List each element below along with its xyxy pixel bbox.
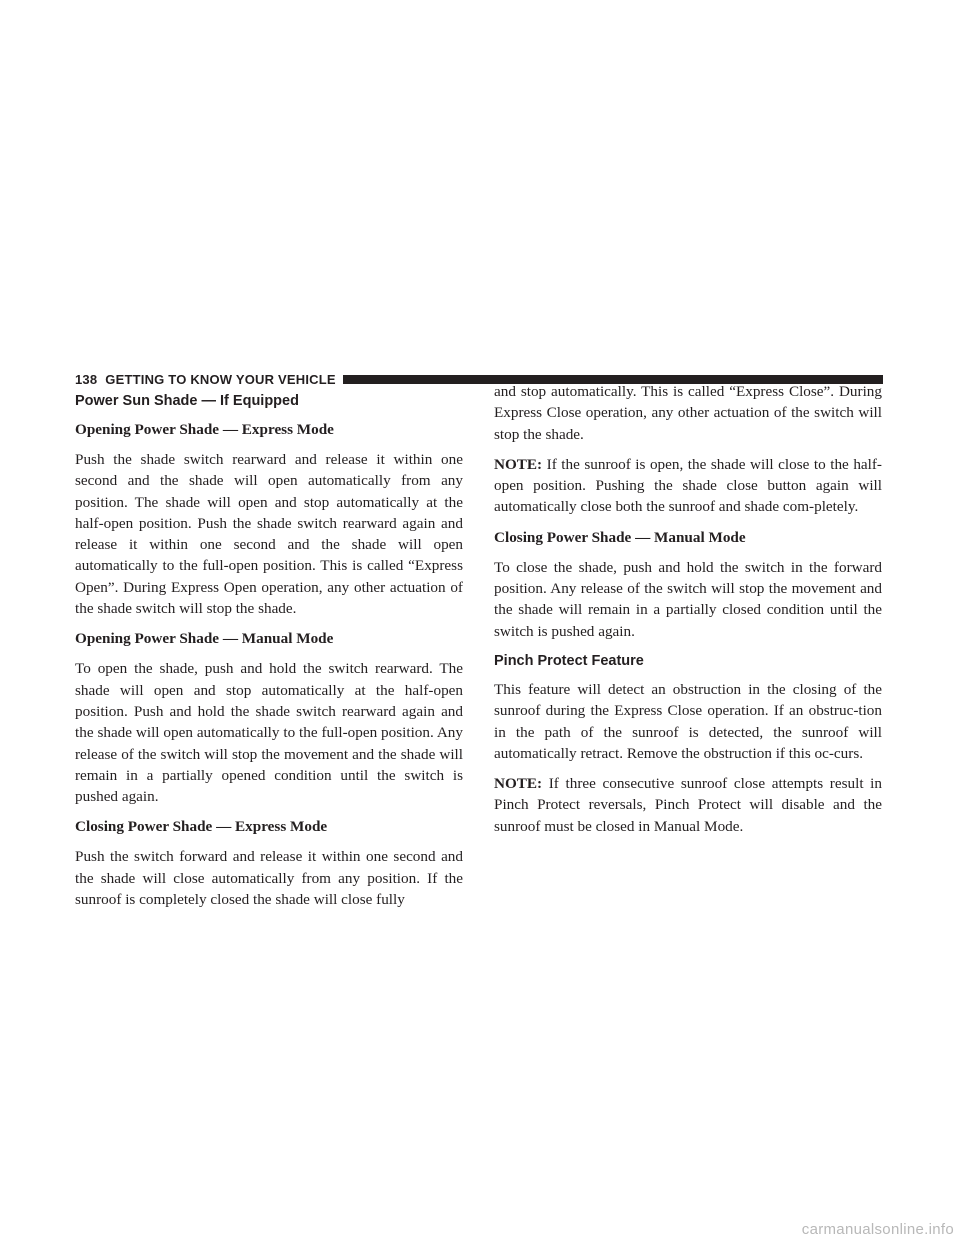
note-paragraph-2 <box>494 773 882 837</box>
left-column <box>75 391 463 919</box>
subheading-manual-close: Closing Power Shade — Manual Mode <box>494 528 746 546</box>
paragraph-manual-open: To open the shade, push and hold the switch rearward. The shade will open and stop automatically at the half-open position. Push and hold the shade switch rearward again and the shade will open automatically to the full-open position. Any release of the switch will stop the movement and the shade will remain in a partially opened condition until the switch is pushed again. <box>75 660 463 806</box>
note-label: NOTE: <box>494 775 543 793</box>
paragraph-manual-close: To close the shade, push and hold the switch in the forward position. Any release of the switch will stop the movement and the shade will remain in a partially closed condition until the switch is pushed again. <box>494 558 882 640</box>
subheading-manual-open: Opening Power Shade — Manual Mode <box>75 630 334 648</box>
paragraph-express-open: Push the shade switch rearward and release it within one second and the shade will open automatically from any position. The shade will open and stop automatically at the half-open position. Push the shade switch rearward again and release it within one second and the shade will open automatically to the full-open position. This is called “Express Open”. During Express Open operation, any other actuation of the shade switch will stop the shade. <box>75 451 463 618</box>
note-label: NOTE: <box>494 455 543 473</box>
subheading-express-open: Opening Power Shade — Express Mode <box>75 421 334 438</box>
right-column <box>494 381 882 846</box>
note-paragraph-1 <box>494 454 882 518</box>
watermark: carmanualsonline.info <box>801 1221 954 1238</box>
section-heading-power-sun-shade: Power Sun Shade — If Equipped <box>75 393 299 409</box>
paragraph-pinch-protect: This feature will detect an obstruction in the closing of the sunroof during the Express Close operation. If an obstruc-tion in the path of the sunroof is detected, the sunroof will automatically retract. Remove the obstruction if this oc-curs. <box>494 680 882 762</box>
page-number: 138 <box>75 371 98 387</box>
section-title: GETTING TO KNOW YOUR VEHICLE <box>105 371 336 387</box>
section-heading-pinch-protect: Pinch Protect Feature <box>494 652 644 669</box>
paragraph-express-close: Push the switch forward and release it within one second and the shade will close automatically from any position. If the sunroof is completely closed the shade will close fully <box>75 848 463 909</box>
subheading-express-close: Closing Power Shade — Express Mode <box>75 818 328 836</box>
note-text: If the sunroof is open, the shade will close to the half-open position. Pushing the shade close button again will automatically close both the sunroof and shade com-pletely. <box>494 455 882 516</box>
note-text: If three consecutive sunroof close attempts result in Pinch Protect reversals, Pinch Protect will disable and the sunroof must be closed in Manual Mode. <box>494 775 882 835</box>
paragraph-express-close-continued: and stop automatically. This is called “Express Close”. During Express Close operation, any other actuation of the switch will stop the shade. <box>494 383 882 443</box>
